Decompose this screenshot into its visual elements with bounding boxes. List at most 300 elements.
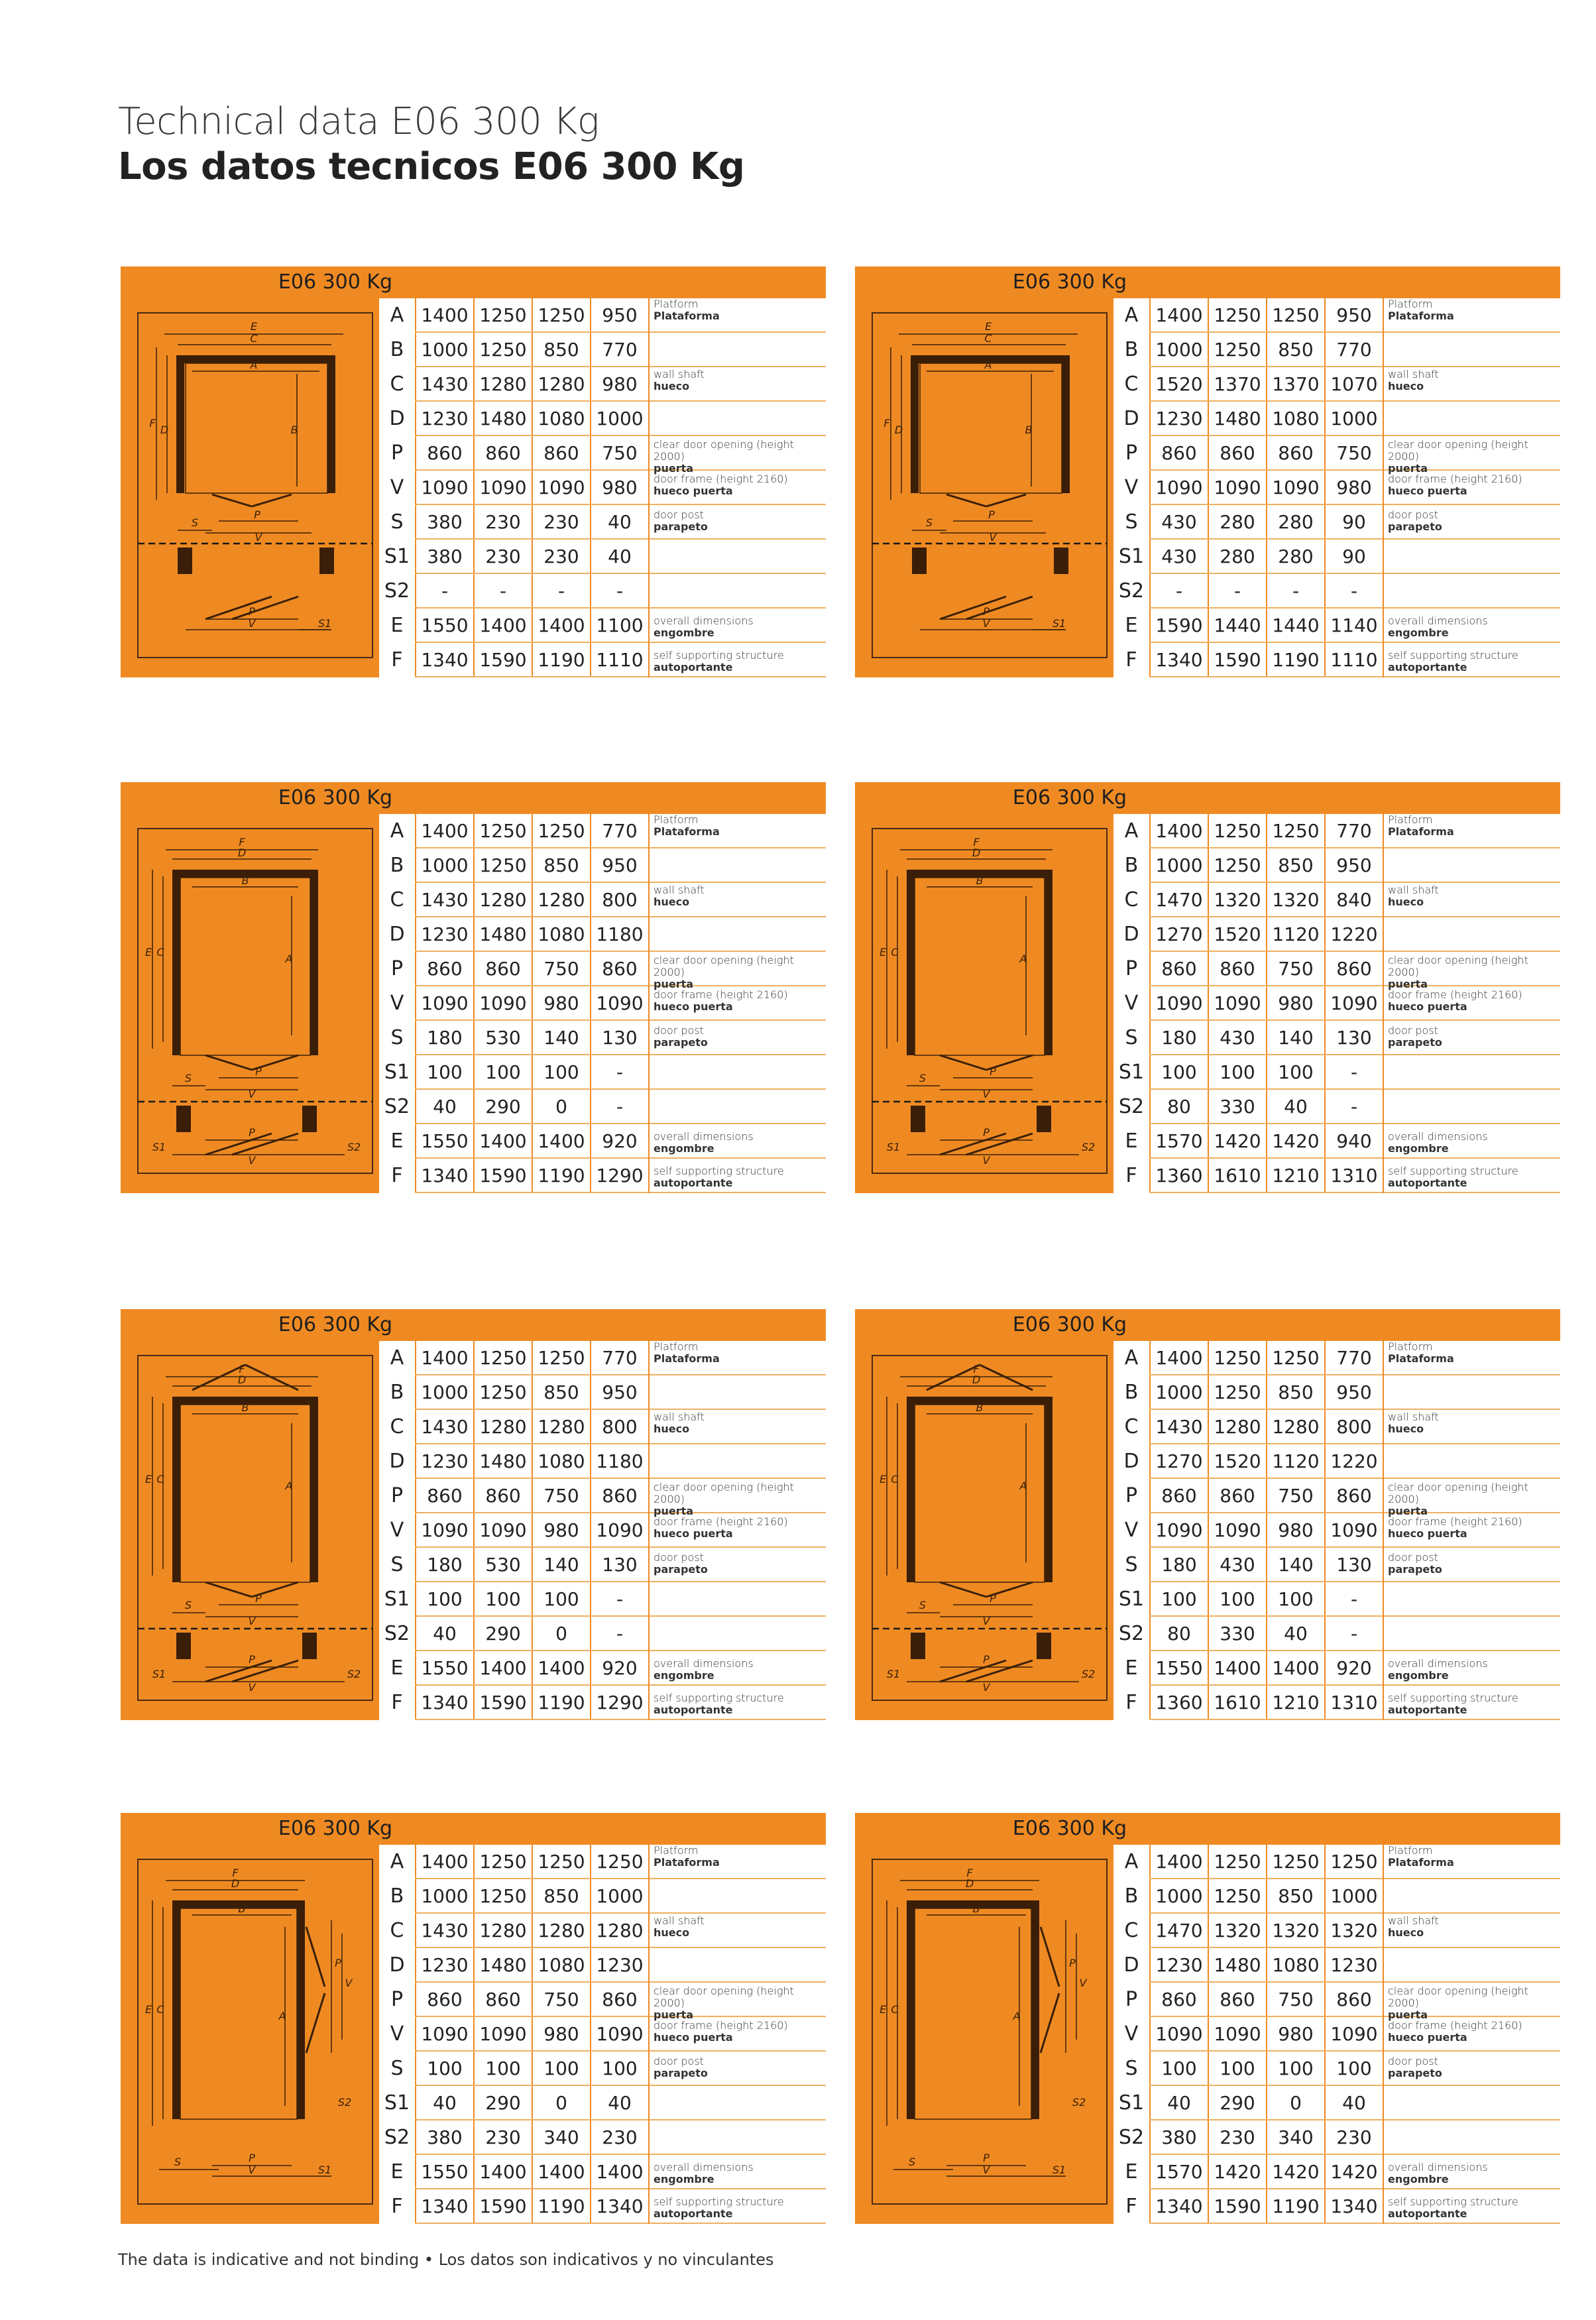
table-cell: 860 bbox=[1324, 1479, 1383, 1513]
row-note-frame bbox=[1388, 2020, 1560, 2044]
table-cell: - bbox=[1324, 1617, 1383, 1651]
table-cell: 100 bbox=[532, 1055, 590, 1089]
row-letter: S1 bbox=[1118, 1061, 1145, 1084]
row-note-wall bbox=[654, 1411, 826, 1435]
spec-card bbox=[121, 1309, 826, 1720]
table-cell: 1080 bbox=[1266, 402, 1324, 435]
table-row bbox=[379, 1879, 826, 1913]
table-row bbox=[379, 2120, 826, 2154]
note-es: Plataforma bbox=[654, 1352, 720, 1365]
row-letter: S bbox=[1125, 1553, 1138, 1576]
spec-table bbox=[1113, 298, 1560, 677]
row-letter: S2 bbox=[1118, 1622, 1145, 1645]
row-note-platform bbox=[654, 1845, 826, 1869]
door-leaf bbox=[940, 1133, 1006, 1155]
table-cell: 1420 bbox=[1208, 2155, 1266, 2189]
table-cell: 1400 bbox=[473, 1651, 532, 1685]
note-es: engombre bbox=[654, 1142, 714, 1155]
table-cell: 0 bbox=[532, 1617, 590, 1651]
table-cell: 1590 bbox=[473, 1159, 532, 1192]
table-cell: 100 bbox=[1149, 2052, 1208, 2085]
table-cell: 770 bbox=[1324, 1341, 1383, 1375]
note-en: self supporting structure bbox=[1388, 1165, 1518, 1177]
shaft-wall bbox=[172, 870, 180, 1055]
note-es: hueco puerta bbox=[654, 2031, 733, 2044]
table-cell: 1470 bbox=[1149, 1914, 1208, 1947]
door-leaf bbox=[212, 494, 252, 506]
diagram-label: V bbox=[255, 531, 262, 544]
card-header bbox=[121, 1309, 826, 1341]
diagram-label: E bbox=[144, 2003, 152, 2016]
diagram-label: V bbox=[982, 1615, 990, 1627]
note-en: door frame (height 2160) bbox=[1388, 1515, 1522, 1528]
note-es: parapeto bbox=[1388, 520, 1442, 533]
note-en: door frame (height 2160) bbox=[1388, 988, 1522, 1001]
table-cell: 40 bbox=[590, 2086, 648, 2120]
table-cell: 1420 bbox=[1266, 1124, 1324, 1158]
shaft-wall bbox=[907, 1900, 915, 2119]
diagram-label: P bbox=[249, 605, 255, 618]
diagram-label: A bbox=[1019, 1479, 1027, 1492]
shaft-wall bbox=[1031, 1900, 1039, 2119]
note-es: Plataforma bbox=[1388, 825, 1454, 838]
table-cell: 1250 bbox=[473, 1879, 532, 1913]
diagram-label: S bbox=[184, 1072, 192, 1084]
diagram-label: S2 bbox=[1072, 2096, 1086, 2109]
table-cell: 980 bbox=[532, 1513, 590, 1547]
diagram-label: V bbox=[982, 1681, 990, 1694]
note-en: overall dimensions bbox=[654, 2161, 754, 2174]
table-row bbox=[1113, 2120, 1560, 2154]
row-letter: V bbox=[390, 992, 404, 1015]
card-header bbox=[855, 1309, 1560, 1341]
table-cell: 860 bbox=[1266, 436, 1324, 470]
table-cell: 1400 bbox=[1266, 1651, 1324, 1685]
note-es: Plataforma bbox=[654, 1856, 720, 1869]
table-cell: 770 bbox=[590, 333, 648, 367]
table-cell: 0 bbox=[1266, 2086, 1324, 2120]
table-cell: 280 bbox=[1208, 540, 1266, 573]
table-cell: 860 bbox=[473, 1479, 532, 1513]
note-es: autoportante bbox=[654, 661, 733, 673]
table-cell: 140 bbox=[1266, 1021, 1324, 1055]
table-row bbox=[379, 1582, 826, 1616]
row-letter: S2 bbox=[384, 579, 410, 603]
row-note-self bbox=[654, 1165, 826, 1189]
diagram-label: A bbox=[1013, 2010, 1021, 2022]
table-cell: 130 bbox=[590, 1548, 648, 1582]
table-row bbox=[1113, 2086, 1560, 2120]
table-row bbox=[1113, 1090, 1560, 1124]
note-es: autoportante bbox=[1388, 1704, 1467, 1716]
note-en: wall shaft bbox=[654, 1914, 705, 1927]
table-cell: 1370 bbox=[1266, 367, 1324, 401]
table-cell: 1090 bbox=[415, 986, 473, 1020]
table-cell: 1480 bbox=[1208, 402, 1266, 435]
table-cell: 1320 bbox=[1208, 1914, 1266, 1947]
shaft-diagram bbox=[133, 823, 378, 1179]
table-cell: 1090 bbox=[1208, 986, 1266, 1020]
table-cell: 1250 bbox=[1324, 1845, 1383, 1879]
diagram-label: P bbox=[983, 1653, 990, 1666]
row-note-frame bbox=[654, 2020, 826, 2044]
table-cell: 1090 bbox=[1266, 471, 1324, 504]
table-cell: 1430 bbox=[415, 1410, 473, 1444]
table-cell: 1520 bbox=[1149, 367, 1208, 401]
table-cell: 1110 bbox=[590, 643, 648, 677]
diagram-label: F bbox=[973, 836, 980, 848]
table-cell: 1320 bbox=[1324, 1914, 1383, 1947]
table-cell: 980 bbox=[532, 986, 590, 1020]
note-en: self supporting structure bbox=[654, 1692, 784, 1704]
table-cell: 100 bbox=[415, 2052, 473, 2085]
table-cell: 1000 bbox=[1149, 1375, 1208, 1409]
row-divider bbox=[1149, 676, 1560, 677]
row-letter: P bbox=[390, 1484, 404, 1507]
row-note-post bbox=[1388, 2056, 1560, 2079]
row-note-frame bbox=[1388, 473, 1560, 497]
note-en: clear door opening (height 2000) bbox=[1388, 438, 1528, 463]
table-cell: 1090 bbox=[415, 471, 473, 504]
note-es: puerta bbox=[1388, 2008, 1428, 2021]
table-cell: 100 bbox=[1149, 1582, 1208, 1616]
row-note-wall bbox=[1388, 1915, 1560, 1939]
row-note-door bbox=[1388, 1985, 1560, 2021]
table-cell: 100 bbox=[1208, 1055, 1266, 1089]
shaft-wall bbox=[912, 548, 927, 574]
column-divider bbox=[1383, 298, 1384, 677]
note-en: door post bbox=[1388, 1551, 1438, 1564]
table-cell: 1190 bbox=[532, 1159, 590, 1192]
note-en: clear door opening (height 2000) bbox=[1388, 954, 1528, 978]
row-note-door bbox=[654, 1481, 826, 1517]
row-note-overall bbox=[654, 615, 826, 639]
door-leaf bbox=[306, 1993, 325, 2053]
table-cell: 230 bbox=[1208, 2120, 1266, 2154]
row-note-overall bbox=[1388, 615, 1560, 639]
row-letter: E bbox=[1125, 1130, 1138, 1153]
diagram-label: S2 bbox=[337, 2096, 352, 2109]
table-cell: 1610 bbox=[1208, 1159, 1266, 1192]
table-cell: 100 bbox=[590, 2052, 648, 2085]
table-cell: 770 bbox=[590, 1341, 648, 1375]
note-en: clear door opening (height 2000) bbox=[654, 1481, 794, 1505]
table-cell: 0 bbox=[532, 1090, 590, 1124]
diagram-label: S2 bbox=[347, 1668, 361, 1680]
table-cell: 330 bbox=[1208, 1617, 1266, 1651]
table-cell: 750 bbox=[590, 436, 648, 470]
note-es: hueco bbox=[1388, 1422, 1424, 1435]
table-cell: 430 bbox=[1208, 1548, 1266, 1582]
door-leaf bbox=[946, 494, 986, 506]
diagram-label: D bbox=[972, 846, 981, 859]
note-es: autoportante bbox=[1388, 1177, 1467, 1189]
card-header-label: E06 300 Kg bbox=[278, 1313, 393, 1336]
diagram-label: B bbox=[238, 1902, 246, 1915]
table-cell: 860 bbox=[415, 1479, 473, 1513]
shaft-wall bbox=[172, 1900, 180, 2119]
table-cell: 1250 bbox=[532, 1845, 590, 1879]
diagram-label: V bbox=[982, 2164, 990, 2176]
row-letter: C bbox=[390, 1919, 404, 1942]
diagram-label: V bbox=[248, 1154, 256, 1167]
row-letter: C bbox=[1124, 373, 1139, 396]
car-outline bbox=[180, 878, 310, 1055]
note-es: Plataforma bbox=[1388, 310, 1454, 322]
table-cell: 1400 bbox=[532, 609, 590, 642]
column-divider bbox=[648, 814, 650, 1193]
row-note-post bbox=[654, 1025, 826, 1049]
note-es: parapeto bbox=[654, 1563, 708, 1576]
table-cell: 530 bbox=[473, 1021, 532, 1055]
row-letter: C bbox=[390, 373, 404, 396]
table-cell: 860 bbox=[473, 1983, 532, 2016]
table-cell: 850 bbox=[1266, 848, 1324, 882]
note-en: door post bbox=[1388, 508, 1438, 521]
note-es: hueco puerta bbox=[654, 1000, 733, 1013]
table-cell: 1090 bbox=[532, 471, 590, 504]
table-cell: 1320 bbox=[1266, 1914, 1324, 1947]
note-en: overall dimensions bbox=[654, 1130, 754, 1143]
table-cell: 1400 bbox=[590, 2155, 648, 2189]
row-note-post bbox=[1388, 1552, 1560, 1576]
table-row bbox=[1113, 1948, 1560, 1982]
table-cell: 280 bbox=[1266, 540, 1324, 573]
table-cell: 1550 bbox=[415, 1124, 473, 1158]
spec-card bbox=[855, 1309, 1560, 1720]
note-es: puerta bbox=[1388, 978, 1428, 990]
row-letter: V bbox=[390, 1519, 404, 1542]
table-cell: 1420 bbox=[1208, 1124, 1266, 1158]
note-en: door frame (height 2160) bbox=[654, 2019, 788, 2032]
note-en: clear door opening (height 2000) bbox=[1388, 1985, 1528, 2009]
table-cell: 1000 bbox=[1324, 1879, 1383, 1913]
table-cell: 1080 bbox=[532, 402, 590, 435]
spec-card bbox=[855, 1813, 1560, 2224]
table-cell: 1520 bbox=[1208, 1444, 1266, 1478]
table-cell: 180 bbox=[1149, 1548, 1208, 1582]
diagram-label: S2 bbox=[347, 1141, 361, 1153]
table-cell: 1270 bbox=[1149, 917, 1208, 951]
row-letter: C bbox=[1124, 1919, 1139, 1942]
table-cell: 1310 bbox=[1324, 1159, 1383, 1192]
column-divider bbox=[648, 1845, 650, 2224]
table-cell: 1250 bbox=[473, 1845, 532, 1879]
row-letter: V bbox=[1124, 2022, 1139, 2046]
row-letter: V bbox=[1124, 992, 1139, 1015]
row-letter: S1 bbox=[384, 2091, 410, 2115]
note-en: clear door opening (height 2000) bbox=[1388, 1481, 1528, 1505]
diagram-label: P bbox=[990, 1592, 996, 1605]
row-note-overall bbox=[1388, 1131, 1560, 1155]
table-cell: 950 bbox=[590, 1375, 648, 1409]
table-cell: 230 bbox=[473, 2120, 532, 2154]
note-es: hueco bbox=[1388, 380, 1424, 392]
note-es: engombre bbox=[1388, 2173, 1449, 2185]
row-note-post bbox=[654, 2056, 826, 2079]
table-row bbox=[1113, 1582, 1560, 1616]
table-cell: 100 bbox=[1266, 1582, 1324, 1616]
note-en: self supporting structure bbox=[654, 1165, 784, 1177]
shaft-wall bbox=[178, 548, 192, 574]
row-note-frame bbox=[1388, 1516, 1560, 1540]
note-en: overall dimensions bbox=[1388, 1130, 1488, 1143]
table-cell: 1400 bbox=[532, 1124, 590, 1158]
row-letter: S2 bbox=[1118, 1095, 1145, 1118]
row-letter: E bbox=[1125, 2160, 1138, 2183]
shaft-wall bbox=[172, 1397, 180, 1582]
table-row bbox=[1113, 1375, 1560, 1409]
spec-card bbox=[855, 266, 1560, 677]
note-es: puerta bbox=[654, 1505, 694, 1517]
diagram-label: C bbox=[250, 332, 258, 345]
row-letter: S bbox=[1125, 1026, 1138, 1049]
table-cell: 100 bbox=[532, 2052, 590, 2085]
table-cell: 1090 bbox=[1208, 2017, 1266, 2051]
table-cell: 230 bbox=[590, 2120, 648, 2154]
table-cell: 1340 bbox=[415, 1159, 473, 1192]
table-cell: 1280 bbox=[473, 1914, 532, 1947]
note-es: puerta bbox=[1388, 1505, 1428, 1517]
table-cell: 1400 bbox=[1208, 1651, 1266, 1685]
row-letter: P bbox=[390, 441, 404, 465]
table-cell: 850 bbox=[1266, 1879, 1324, 1913]
table-cell: 1250 bbox=[473, 1341, 532, 1375]
table-cell: 230 bbox=[532, 505, 590, 539]
diagram-label: F bbox=[883, 417, 890, 430]
table-cell: 430 bbox=[1149, 540, 1208, 573]
row-letter: S2 bbox=[384, 2126, 410, 2149]
card-header-label: E06 300 Kg bbox=[278, 1817, 393, 1840]
table-cell: 1230 bbox=[1149, 1948, 1208, 1982]
row-letter: F bbox=[391, 1691, 403, 1714]
note-en: Platform bbox=[1388, 1340, 1433, 1353]
door-leaf bbox=[232, 1133, 298, 1155]
spec-card bbox=[855, 782, 1560, 1193]
diagram-label: A bbox=[984, 359, 992, 371]
table-row bbox=[379, 540, 826, 573]
diagram-label: F bbox=[149, 417, 156, 430]
note-es: engombre bbox=[654, 2173, 714, 2185]
table-cell: 130 bbox=[1324, 1548, 1383, 1582]
table-cell: 180 bbox=[415, 1548, 473, 1582]
note-en: overall dimensions bbox=[1388, 1657, 1488, 1670]
note-en: door post bbox=[654, 2055, 704, 2067]
row-letter: S bbox=[1125, 2057, 1138, 2080]
row-letter: E bbox=[390, 614, 404, 637]
row-letter: D bbox=[389, 1953, 405, 1977]
table-cell: 130 bbox=[590, 1021, 648, 1055]
table-cell: 860 bbox=[1208, 436, 1266, 470]
diagram-label: V bbox=[1079, 1977, 1087, 1989]
diagram-label: S bbox=[191, 516, 199, 529]
table-cell: 1340 bbox=[590, 2189, 648, 2223]
table-cell: 1250 bbox=[532, 1341, 590, 1375]
table-cell: 1250 bbox=[473, 848, 532, 882]
table-cell: 1090 bbox=[473, 471, 532, 504]
table-cell: 840 bbox=[1324, 883, 1383, 917]
table-cell: 980 bbox=[590, 471, 648, 504]
row-letter: E bbox=[390, 1656, 404, 1680]
table-cell: 1230 bbox=[415, 1444, 473, 1478]
note-en: door post bbox=[654, 1551, 704, 1564]
diagram-label: P bbox=[983, 1126, 990, 1139]
row-note-self bbox=[1388, 650, 1560, 673]
table-cell: 180 bbox=[415, 1021, 473, 1055]
table-cell: 1070 bbox=[1324, 367, 1383, 401]
table-cell: 1250 bbox=[1266, 298, 1324, 332]
note-en: self supporting structure bbox=[654, 649, 784, 662]
table-cell: 1250 bbox=[1208, 333, 1266, 367]
table-row bbox=[379, 1444, 826, 1478]
row-letter: P bbox=[1125, 441, 1138, 465]
table-cell: 100 bbox=[473, 1582, 532, 1616]
note-es: hueco bbox=[1388, 1926, 1424, 1939]
diagram-label: E bbox=[879, 2003, 887, 2016]
card-header-label: E06 300 Kg bbox=[278, 270, 393, 294]
table-cell: 1230 bbox=[415, 917, 473, 951]
table-cell: 1140 bbox=[1324, 609, 1383, 642]
table-cell: 940 bbox=[1324, 1124, 1383, 1158]
note-en: door frame (height 2160) bbox=[1388, 2019, 1522, 2032]
row-letter: S1 bbox=[384, 1588, 410, 1611]
table-cell: 1570 bbox=[1149, 2155, 1208, 2189]
table-cell: 40 bbox=[1266, 1617, 1324, 1651]
note-en: door post bbox=[654, 1024, 704, 1037]
row-note-post bbox=[654, 509, 826, 533]
card-header bbox=[855, 266, 1560, 298]
table-cell: 1590 bbox=[473, 643, 532, 677]
table-cell: 1230 bbox=[1324, 1948, 1383, 1982]
note-en: door frame (height 2160) bbox=[1388, 473, 1522, 485]
table-cell: 860 bbox=[1208, 1479, 1266, 1513]
table-cell: 1430 bbox=[415, 883, 473, 917]
row-note-post bbox=[1388, 1025, 1560, 1049]
table-row bbox=[379, 333, 826, 367]
table-cell: 1230 bbox=[590, 1948, 648, 1982]
table-cell: 1080 bbox=[1266, 1948, 1324, 1982]
note-en: door post bbox=[1388, 2055, 1438, 2067]
row-note-platform bbox=[1388, 814, 1560, 838]
row-letter: S1 bbox=[1118, 545, 1145, 568]
table-cell: 1250 bbox=[1266, 1845, 1324, 1879]
table-cell: 860 bbox=[1149, 1479, 1208, 1513]
table-cell: 1280 bbox=[1266, 1410, 1324, 1444]
table-cell: 1550 bbox=[415, 1651, 473, 1685]
card-header bbox=[121, 1813, 826, 1845]
row-note-platform bbox=[1388, 1845, 1560, 1869]
row-letter: F bbox=[1125, 1164, 1137, 1187]
diagram-label: P bbox=[255, 1065, 262, 1078]
table-cell: 1400 bbox=[473, 1124, 532, 1158]
row-letter: D bbox=[1123, 1953, 1139, 1977]
note-en: wall shaft bbox=[1388, 1411, 1439, 1423]
table-cell: 750 bbox=[1266, 952, 1324, 986]
table-cell: 1090 bbox=[1324, 1513, 1383, 1547]
table-row bbox=[379, 2086, 826, 2120]
row-letter: A bbox=[1124, 819, 1139, 842]
row-letter: A bbox=[1124, 1850, 1139, 1873]
row-letter: E bbox=[1125, 1656, 1138, 1680]
table-cell: 1090 bbox=[473, 1513, 532, 1547]
row-letter: P bbox=[390, 1988, 404, 2011]
spec-card bbox=[121, 266, 826, 677]
diagram-label: V bbox=[982, 617, 990, 630]
column-divider bbox=[1383, 1845, 1384, 2224]
table-cell: 860 bbox=[415, 436, 473, 470]
diagram-label: F bbox=[239, 1363, 245, 1375]
row-divider bbox=[415, 676, 826, 677]
